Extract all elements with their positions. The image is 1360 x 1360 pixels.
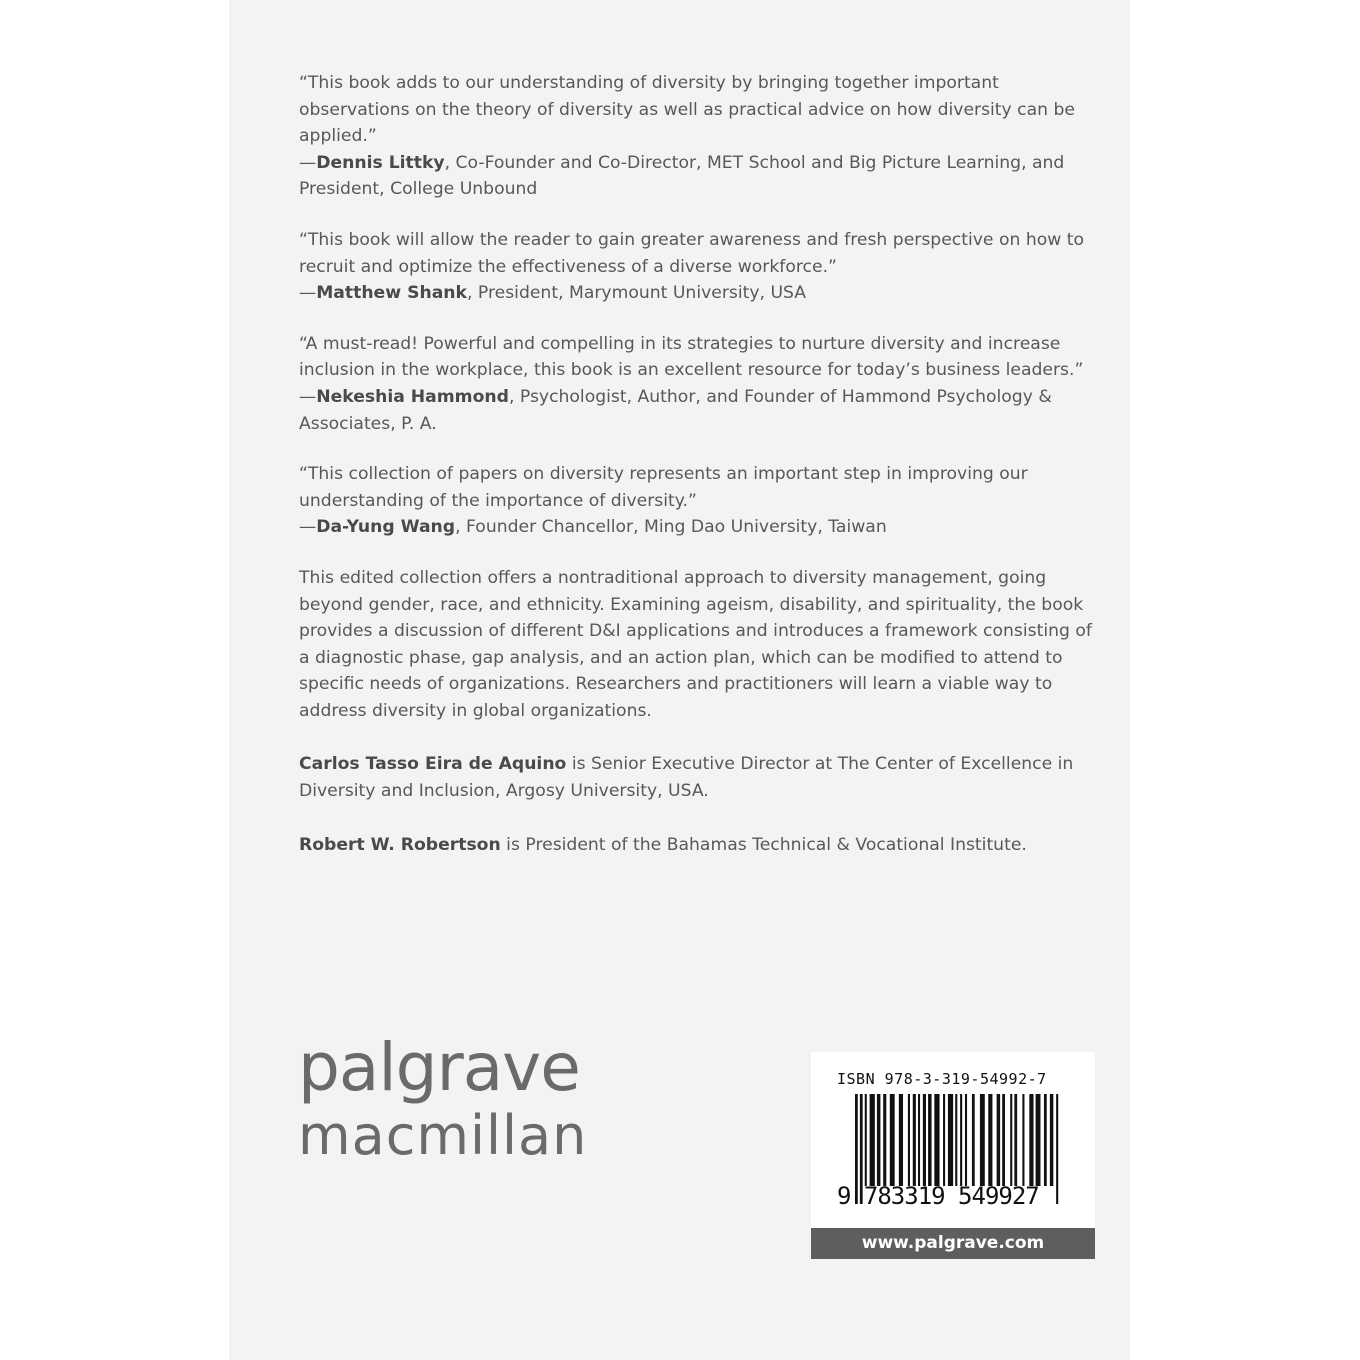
barcode-bar — [883, 1094, 886, 1186]
barcode-bar — [1010, 1094, 1012, 1186]
barcode-bar — [923, 1094, 926, 1186]
barcode-bar — [1029, 1094, 1033, 1186]
blurb-affiliation: , Founder Chancellor, Ming Dao University, Taiwan — [455, 517, 887, 538]
publisher-logo-line1: palgrave — [298, 1029, 580, 1106]
blurb-dash: — — [299, 283, 317, 304]
blurb-dash: — — [299, 386, 317, 407]
barcode-bar — [1050, 1094, 1053, 1186]
barcode-bar — [1014, 1094, 1017, 1186]
barcode-number: 9 783319 549927 — [837, 1182, 1039, 1210]
barcode-bar — [928, 1094, 931, 1186]
barcode-bar — [960, 1094, 962, 1186]
editor-bio-text: is Senior Executive Director at The Center of Excellence in Diversity and Inclusion, Argosy University, USA. — [299, 754, 1074, 802]
blurb-author: Dennis Littky — [316, 152, 445, 173]
editor-bio — [299, 832, 1099, 859]
blurb-author: Nekeshia Hammond — [316, 386, 509, 407]
barcode-bar — [934, 1094, 939, 1186]
barcode-bar — [948, 1094, 953, 1186]
barcode-bar — [1056, 1094, 1058, 1204]
blurb-dash: — — [299, 152, 317, 173]
publisher-website: www.palgrave.com — [811, 1228, 1095, 1259]
blurb — [299, 70, 1099, 203]
barcode-bar — [899, 1094, 903, 1186]
barcode-bar — [1044, 1094, 1047, 1186]
barcode-bar — [997, 1094, 1000, 1186]
barcode-bar — [943, 1094, 945, 1186]
blurb-author: Matthew Shank — [316, 283, 467, 304]
barcode-bar — [865, 1094, 867, 1186]
blurb — [299, 331, 1099, 437]
barcode-bar — [913, 1094, 916, 1186]
barcode-bar — [1002, 1094, 1005, 1186]
barcode-bar — [918, 1094, 920, 1186]
blurb-affiliation: , President, Marymount University, USA — [466, 283, 807, 304]
blurb-quote: “This collection of papers on diversity represents an important step in improving our understanding of the importance of diversity.” — [299, 464, 1028, 511]
barcode-bar — [980, 1094, 985, 1186]
publisher-logo-line2: macmillan — [298, 1104, 588, 1167]
barcode-bar — [870, 1094, 875, 1186]
blurb-quote: “This book adds to our understanding of diversity by bringing together important observations on the theory of diversity as well as practical advice on how diversity can be applied.” — [299, 73, 1076, 147]
blurb-quote: “A must-read! Powerful and compelling in its strategies to nurture diversity and increase inclusion in the workplace, this book is an excellent resource for today’s business leaders.” — [299, 333, 1084, 381]
editor-bio — [299, 751, 1099, 804]
back-cover-text — [299, 70, 1099, 885]
blurb-affiliation: , Co-Founder and Co-Director, MET School and Big Picture Learning, and President, College Unbound — [299, 152, 1065, 200]
barcode-bar — [1036, 1094, 1041, 1186]
barcode-bar — [988, 1094, 992, 1186]
barcode-bar — [955, 1094, 957, 1186]
isbn-barcode — [811, 1052, 1095, 1228]
barcode-bar — [890, 1094, 895, 1186]
editor-name: Robert W. Robertson — [299, 834, 501, 855]
editor-bio-text: is President of the Bahamas Technical & Vocational Institute. — [500, 834, 1027, 855]
barcode-bar — [908, 1094, 910, 1186]
blurb-affiliation: , Psychologist, Author, and Founder of Hammond Psychology & Associates, P. A. — [299, 386, 1052, 434]
barcode-bar — [972, 1094, 975, 1186]
blurb-quote: “This book will allow the reader to gain greater awareness and fresh perspective on how to recruit and optimize the effectiveness of a diverse workforce.” — [299, 229, 1085, 277]
barcode-bar — [877, 1094, 880, 1186]
barcode-bar — [1022, 1094, 1024, 1186]
barcode-bar — [965, 1094, 967, 1186]
publisher-logo — [298, 1030, 587, 1166]
blurb-dash: — — [299, 517, 317, 538]
book-description: This edited collection offers a nontraditional approach to diversity management, going beyond gender, race, and ethnicity. Examining ageism, disability, and spirituality, the book provides a discussion of different D&I applications and introduces a framework consisting of a diagnostic phase, gap analysis, and an action plan, which can be modified to attend to specific needs of organizations. Researchers and practitioners will learn a viable way to address diversity in global organizations. — [299, 567, 1092, 721]
isbn-label: ISBN 978-3-319-54992-7 — [837, 1070, 1047, 1088]
blurb — [299, 227, 1099, 307]
editor-name: Carlos Tasso Eira de Aquino — [299, 754, 567, 775]
blurb — [299, 461, 1099, 541]
blurb-author: Da-Yung Wang — [316, 517, 456, 538]
